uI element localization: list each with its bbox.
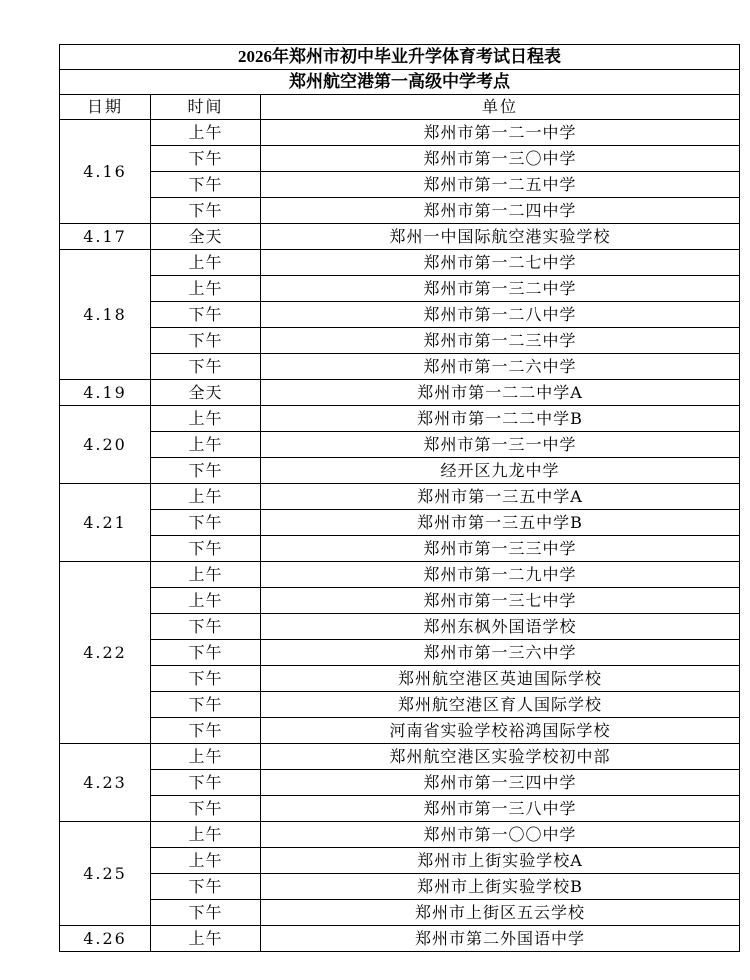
column-header-time: 时间: [151, 95, 261, 120]
table-row: [60, 510, 740, 536]
unit-cell: 郑州市第一〇〇中学: [261, 822, 740, 848]
date-cell: 4.18: [60, 250, 151, 380]
time-cell: 上午: [151, 848, 261, 874]
table-row: [60, 692, 740, 718]
time-cell: 上午: [151, 484, 261, 510]
page-title: 2026年郑州市初中毕业升学体育考试日程表: [60, 45, 740, 70]
unit-cell: 郑州市第一二六中学: [261, 354, 740, 380]
date-cell: 4.23: [60, 744, 151, 822]
time-cell: 下午: [151, 900, 261, 926]
table-row: [60, 432, 740, 458]
unit-cell: 郑州市第一三五中学A: [261, 484, 740, 510]
date-cell: 4.25: [60, 822, 151, 926]
table-row: [60, 770, 740, 796]
time-cell: 全天: [151, 380, 261, 406]
unit-cell: 郑州市第一三五中学B: [261, 510, 740, 536]
table-row: [60, 666, 740, 692]
unit-cell: 郑州市第二外国语中学: [261, 926, 740, 952]
table-row: [60, 120, 740, 146]
unit-cell: 郑州东枫外国语学校: [261, 614, 740, 640]
date-cell: 4.16: [60, 120, 151, 224]
unit-cell: 郑州市第一二七中学: [261, 250, 740, 276]
unit-cell: 郑州市第一三一中学: [261, 432, 740, 458]
table-row: [60, 406, 740, 432]
table-row: [60, 900, 740, 926]
table-row: [60, 822, 740, 848]
time-cell: 上午: [151, 432, 261, 458]
date-cell: 4.21: [60, 484, 151, 562]
date-cell: 4.22: [60, 562, 151, 744]
table-row: [60, 588, 740, 614]
table-row: [60, 796, 740, 822]
table-row: [60, 250, 740, 276]
unit-cell: 郑州市第一二二中学A: [261, 380, 740, 406]
schedule-table: [59, 44, 740, 952]
unit-cell: 郑州市第一二二中学B: [261, 406, 740, 432]
table-row: [60, 718, 740, 744]
table-row: [60, 354, 740, 380]
time-cell: 下午: [151, 640, 261, 666]
time-cell: 下午: [151, 536, 261, 562]
table-row: [60, 328, 740, 354]
time-cell: 上午: [151, 822, 261, 848]
unit-cell: 郑州航空港区育人国际学校: [261, 692, 740, 718]
unit-cell: 郑州市上街实验学校B: [261, 874, 740, 900]
time-cell: 下午: [151, 146, 261, 172]
time-cell: 下午: [151, 666, 261, 692]
unit-cell: 郑州市第一二八中学: [261, 302, 740, 328]
date-cell: 4.20: [60, 406, 151, 484]
table-row: [60, 640, 740, 666]
time-cell: 下午: [151, 354, 261, 380]
table-row: [60, 224, 740, 250]
unit-cell: 郑州一中国际航空港实验学校: [261, 224, 740, 250]
date-cell: 4.26: [60, 926, 151, 952]
table-row: [60, 380, 740, 406]
time-cell: 下午: [151, 718, 261, 744]
table-row: [60, 744, 740, 770]
time-cell: 上午: [151, 562, 261, 588]
subtitle-row: [60, 70, 740, 95]
time-cell: 上午: [151, 120, 261, 146]
unit-cell: 郑州市上街实验学校A: [261, 848, 740, 874]
unit-cell: 郑州市第一二九中学: [261, 562, 740, 588]
time-cell: 上午: [151, 926, 261, 952]
time-cell: 下午: [151, 770, 261, 796]
table-row: [60, 874, 740, 900]
unit-cell: 郑州市上街区五云学校: [261, 900, 740, 926]
table-row: [60, 458, 740, 484]
time-cell: 上午: [151, 276, 261, 302]
date-cell: 4.19: [60, 380, 151, 406]
unit-cell: 郑州市第一三八中学: [261, 796, 740, 822]
date-cell: 4.17: [60, 224, 151, 250]
time-cell: 上午: [151, 250, 261, 276]
unit-cell: 郑州市第一三四中学: [261, 770, 740, 796]
time-cell: 下午: [151, 614, 261, 640]
unit-cell: 郑州市第一三三中学: [261, 536, 740, 562]
schedule-body: [60, 45, 740, 952]
time-cell: 下午: [151, 458, 261, 484]
table-row: [60, 172, 740, 198]
time-cell: 下午: [151, 874, 261, 900]
time-cell: 下午: [151, 510, 261, 536]
table-row: [60, 146, 740, 172]
table-row: [60, 614, 740, 640]
table-row: [60, 276, 740, 302]
time-cell: 全天: [151, 224, 261, 250]
table-row: [60, 848, 740, 874]
time-cell: 上午: [151, 406, 261, 432]
unit-cell: 郑州市第一三七中学: [261, 588, 740, 614]
time-cell: 下午: [151, 302, 261, 328]
table-row: [60, 484, 740, 510]
table-row: [60, 302, 740, 328]
column-header-date: 日期: [60, 95, 151, 120]
column-header-unit: 单位: [261, 95, 740, 120]
unit-cell: 郑州航空港区实验学校初中部: [261, 744, 740, 770]
exam-site-subtitle: 郑州航空港第一高级中学考点: [60, 70, 740, 95]
time-cell: 下午: [151, 198, 261, 224]
time-cell: 上午: [151, 588, 261, 614]
table-row: [60, 198, 740, 224]
unit-cell: 郑州航空港区英迪国际学校: [261, 666, 740, 692]
unit-cell: 郑州市第一二三中学: [261, 328, 740, 354]
column-header-row: [60, 95, 740, 120]
table-row: [60, 562, 740, 588]
unit-cell: 郑州市第一三六中学: [261, 640, 740, 666]
unit-cell: 郑州市第一三〇中学: [261, 146, 740, 172]
time-cell: 下午: [151, 796, 261, 822]
table-row: [60, 536, 740, 562]
time-cell: 上午: [151, 744, 261, 770]
table-row: [60, 926, 740, 952]
time-cell: 下午: [151, 172, 261, 198]
unit-cell: 郑州市第一二四中学: [261, 198, 740, 224]
unit-cell: 河南省实验学校裕鸿国际学校: [261, 718, 740, 744]
time-cell: 下午: [151, 328, 261, 354]
unit-cell: 郑州市第一二五中学: [261, 172, 740, 198]
time-cell: 下午: [151, 692, 261, 718]
unit-cell: 郑州市第一二一中学: [261, 120, 740, 146]
unit-cell: 经开区九龙中学: [261, 458, 740, 484]
unit-cell: 郑州市第一三二中学: [261, 276, 740, 302]
title-row: [60, 45, 740, 70]
